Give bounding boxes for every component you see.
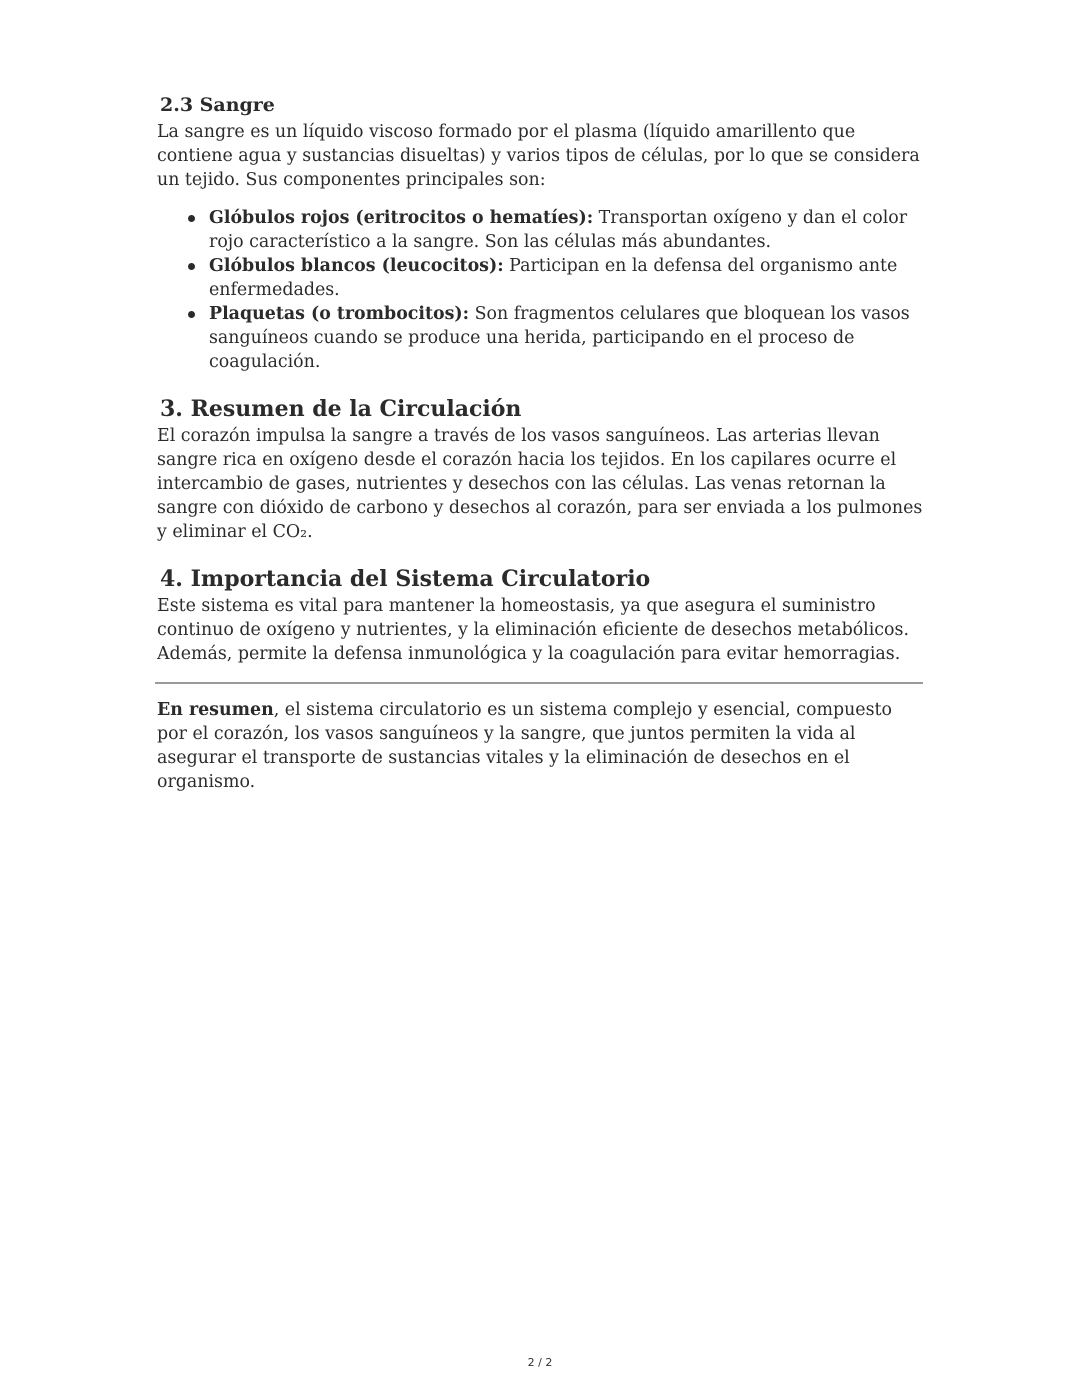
horizontal-divider (155, 682, 923, 684)
list-item-text: Transportan oxígeno y dan el color rojo característico a la sangre. Son las células más abundantes. (209, 208, 908, 252)
list-item-term: Plaquetas (o trombocitos): (209, 304, 470, 324)
list-item (209, 254, 925, 302)
document-page (157, 92, 925, 794)
bullet-icon (188, 215, 195, 222)
bullet-icon (188, 311, 195, 318)
list-item-text: Participan en la defensa del organismo ante enfermedades. (209, 256, 898, 300)
list-item (209, 206, 925, 254)
conclusion-text: , el sistema circulatorio es un sistema complejo y esencial, compuesto por el corazón, los vasos sanguíneos y la sangre, que juntos permiten la vida al asegurar el transporte de sustancias vitales y la eliminación de desechos en el organismo. (157, 700, 892, 792)
paragraph-sangre-intro: La sangre es un líquido viscoso formado por el plasma (líquido amarillento que contiene agua y sustancias disueltas) y varios tipos de células, por lo que se considera un tejido. Sus componentes principales son: (157, 122, 920, 190)
conclusion-lead: En resumen (157, 700, 274, 720)
paragraph-resumen: El corazón impulsa la sangre a través de los vasos sanguíneos. Las arterias llevan sangre rica en oxígeno desde el corazón hacia los tejidos. En los capilares ocurre el intercambio de gases, nutrientes y desechos con las células. Las venas retornan la sangre con dióxido de carbono y desechos al corazón, para ser enviada a los pulmones y eliminar el CO₂. (157, 426, 923, 542)
blood-components-list (157, 206, 925, 374)
list-item-term: Glóbulos rojos (eritrocitos o hematíes): (209, 208, 594, 228)
paragraph-conclusion (157, 698, 925, 794)
list-item (209, 302, 925, 374)
section-heading-sangre: 2.3 Sangre (160, 94, 275, 116)
list-item-term: Glóbulos blancos (leucocitos): (209, 256, 504, 276)
paragraph-importancia: Este sistema es vital para mantener la homeostasis, ya que asegura el suministro continuo de oxígeno y nutrientes, y la eliminación eficiente de desechos metabólicos. Además, permite la defensa inmunológica y la coagulación para evitar hemorragias. (157, 596, 909, 664)
section-heading-resumen: 3. Resumen de la Circulación (160, 396, 522, 422)
page-number: 2 / 2 (527, 1356, 553, 1369)
list-item-text: Son fragmentos celulares que bloquean los vasos sanguíneos cuando se produce una herida, participando en el proceso de coagulación. (209, 304, 910, 372)
bullet-icon (188, 263, 195, 270)
section-heading-importancia: 4. Importancia del Sistema Circulatorio (160, 566, 651, 592)
